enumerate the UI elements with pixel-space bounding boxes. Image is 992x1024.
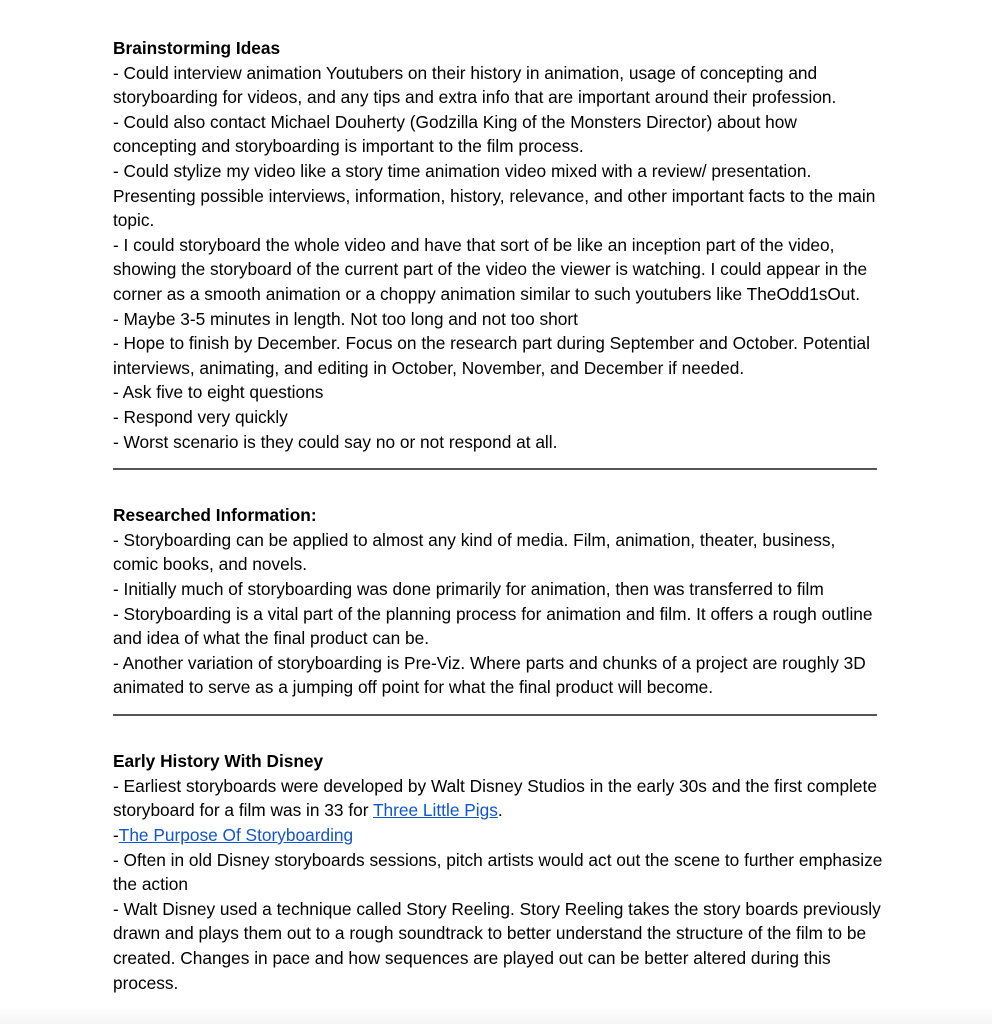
document-page [113,36,883,995]
list-item: - Hope to finish by December. Focus on the research part during September and October. Potential interviews, animating, and editing in October, November, and December if needed. [113,333,870,378]
list-item-text: - Earliest storyboards were developed by Walt Disney Studios in the early 30s and the first complete storyboard for a film was in 33 for [113,775,877,821]
list-item: - Could interview animation Youtubers on their history in animation, usage of concepting and storyboarding for videos, and any tips and extra info that are important around their profession. [113,62,837,108]
section-early-history-with-disney [113,749,883,995]
purpose-of-storyboarding-link[interactable]: The Purpose Of Storyboarding [118,825,354,845]
list-item: - Could stylize my video like a story time animation video mixed with a review/ presentation. Presenting possible interviews, information, history, relevance, and other important facts to the main topic. [113,160,876,231]
list-item: - Another variation of storyboarding is Pre-Viz. Where parts and chunks of a project are roughly 3D animated to serve as a jumping off point for what the final product will become. [113,652,866,698]
horizontal-divider [113,700,883,725]
list-item: - Could also contact Michael Douherty (Godzilla King of the Monsters Director) about how concepting and storyboarding is important to the film process. [113,111,797,157]
list-item: - Often in old Disney storyboards sessions, pitch artists would act out the scene to further emphasize the action [113,849,883,895]
list-item: - I could storyboard the whole video and have that sort of be like an inception part of the video, showing the storyboard of the current part of the video the viewer is watching. I could appear in the corner as a smooth animation or a choppy animation similar to such youtubers like TheOdd1sOut. [113,234,868,304]
list-item: - Ask five to eight questions [113,382,324,403]
section-heading: Early History With Disney [113,751,324,772]
list-item [113,774,883,823]
list-item: - Initially much of storyboarding was done primarily for animation, then was transferred to film [113,579,824,600]
list-item-text: . [497,800,503,821]
list-item: - Maybe 3-5 minutes in length. Not too long and not too short [113,308,578,329]
blank-line [113,725,883,750]
list-item-text: - [113,825,119,845]
list-item: - Walt Disney used a technique called Story Reeling. Story Reeling takes the story boards previously drawn and plays them out to a rough soundtrack to better understand the structure of the film to be created. Changes in pace and how sequences are played out can be better altered during this process. [113,898,881,993]
blank-line [113,479,883,504]
section-brainstorming-ideas [113,36,883,454]
bottom-edge-shadow [0,1006,992,1024]
list-item: - Respond very quickly [113,406,288,427]
list-item: - Storyboarding is a vital part of the planning process for animation and film. It offers a rough outline and idea of what the final product can be. [113,603,873,649]
section-heading: Brainstorming Ideas [113,38,281,58]
list-item [113,823,883,848]
three-little-pigs-link[interactable]: Three Little Pigs [372,800,498,821]
section-researched-information [113,503,883,700]
list-item: - Storyboarding can be applied to almost any kind of media. Film, animation, theater, business, comic books, and novels. [113,529,836,575]
horizontal-divider [113,454,883,479]
list-item: - Worst scenario is they could say no or not respond at all. [113,431,558,452]
section-heading: Researched Information: [113,505,317,526]
